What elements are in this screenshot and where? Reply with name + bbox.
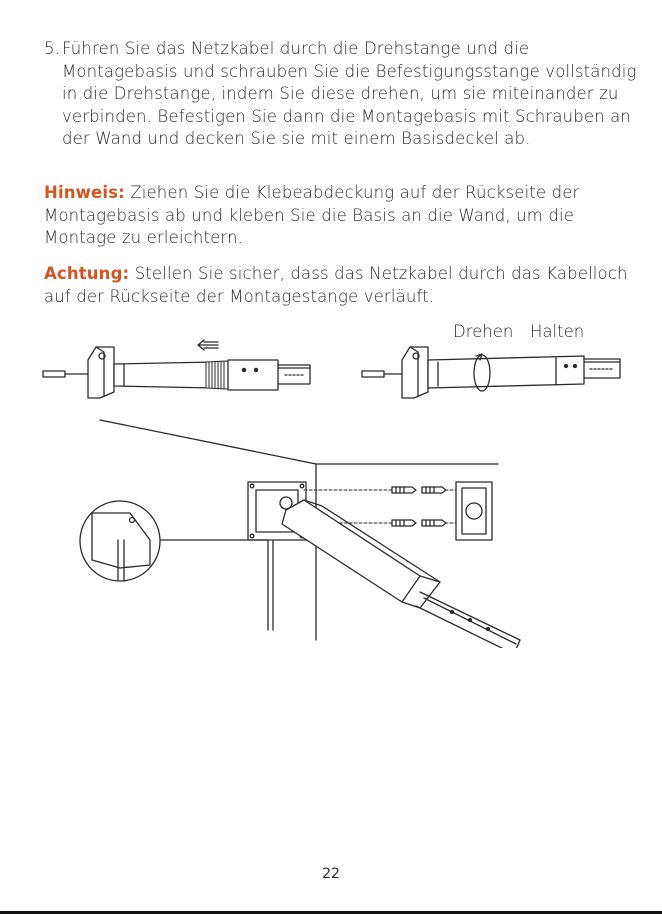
- hold-label: Halten: [530, 322, 585, 341]
- warning-text: Stellen Sie sicher, dass das Netzkabel durch das Kabelloch auf der Rückseite der Montagestange verläuft.: [44, 264, 628, 306]
- mounting-illustration: [0, 318, 662, 648]
- warning-label: Achtung:: [44, 264, 130, 283]
- wall-mount-scene: [80, 420, 520, 648]
- assembly-step-b: [362, 347, 620, 398]
- page-number: 22: [322, 866, 340, 882]
- note-paragraph: [44, 182, 644, 250]
- step-text: Führen Sie das Netzkabel durch die Drehstange und die Montagebasis und schrauben Sie die Befestigungsstange vollständig in die Drehstange, indem Sie diese drehen, um sie miteinander zu verbinden. Befestigen Sie dann die Montagebasis mit Schrauben an der Wand und decken Sie sie mit einem Basisdeckel ab.: [62, 39, 637, 148]
- warning-paragraph: [44, 263, 644, 308]
- step-5-instruction: [44, 38, 644, 151]
- note-text: Ziehen Sie die Klebeabdeckung auf der Rückseite der Montagebasis ab und kleben Sie die Basis an die Wand, um die Montage zu erleichtern.: [44, 183, 580, 247]
- assembly-step-a: [43, 340, 310, 398]
- note-label: Hinweis:: [44, 183, 125, 202]
- step-number: 5.: [44, 39, 61, 58]
- rotate-label: Drehen: [453, 322, 514, 341]
